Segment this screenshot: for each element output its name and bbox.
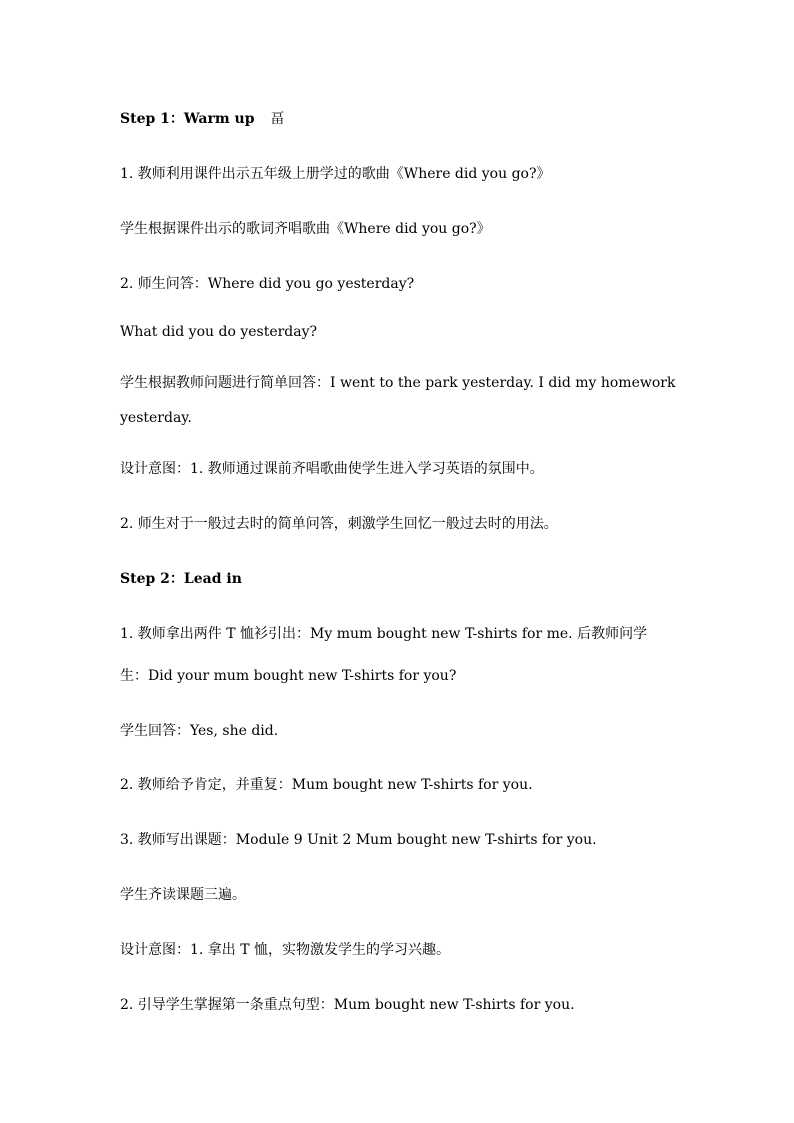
step1-line-3: 2. 师生问答：Where did you go yesterday? <box>120 276 415 292</box>
step1-line-1: 1. 教师利用课件出示五年级上册学过的歌曲《Where did you go?》 <box>120 166 551 182</box>
step1-line-2: 学生根据课件出示的歌词齐唱歌曲《Where did you go?》 <box>120 221 491 237</box>
step1-line-4: What did you do yesterday? <box>120 324 318 340</box>
step2-line-3: 2. 教师给予肯定，并重复：Mum bought new T-shirts for you. <box>120 777 533 793</box>
step2-line-2: 学生回答：Yes, she did. <box>120 723 279 739</box>
stray-character: 畐 <box>270 111 285 127</box>
step2-line-1a: 1. 教师拿出两件 T 恤衫引出：My mum bought new T-shirts for me. 后教师问学 <box>120 626 648 642</box>
step2-line-5: 学生齐读课题三遍。 <box>120 887 246 903</box>
step1-line-5a: 学生根据教师问题进行简单回答：I went to the park yesterday. I did my homework <box>120 375 676 391</box>
step1-design-2: 2. 师生对于一般过去时的简单问答，刺激学生回忆一般过去时的用法。 <box>120 516 558 532</box>
step2-design-2: 2. 引导学生掌握第一条重点句型：Mum bought new T-shirts for you. <box>120 997 575 1013</box>
step1-line-5b: yesterday. <box>120 410 192 426</box>
step2-line-1b: 生：Did your mum bought new T-shirts for you? <box>120 668 457 684</box>
step1-heading <box>120 109 680 129</box>
step1-design-1: 设计意图：1. 教师通过课前齐唱歌曲使学生进入学习英语的氛围中。 <box>120 461 544 477</box>
step1-heading-text: Step 1：Warm up <box>120 111 255 127</box>
step2-design-1: 设计意图：1. 拿出 T 恤，实物激发学生的学习兴趣。 <box>120 942 451 958</box>
step2-heading: Step 2：Lead in <box>120 571 242 587</box>
step2-line-4: 3. 教师写出课题：Module 9 Unit 2 Mum bought new T-shirts for you. <box>120 832 597 848</box>
